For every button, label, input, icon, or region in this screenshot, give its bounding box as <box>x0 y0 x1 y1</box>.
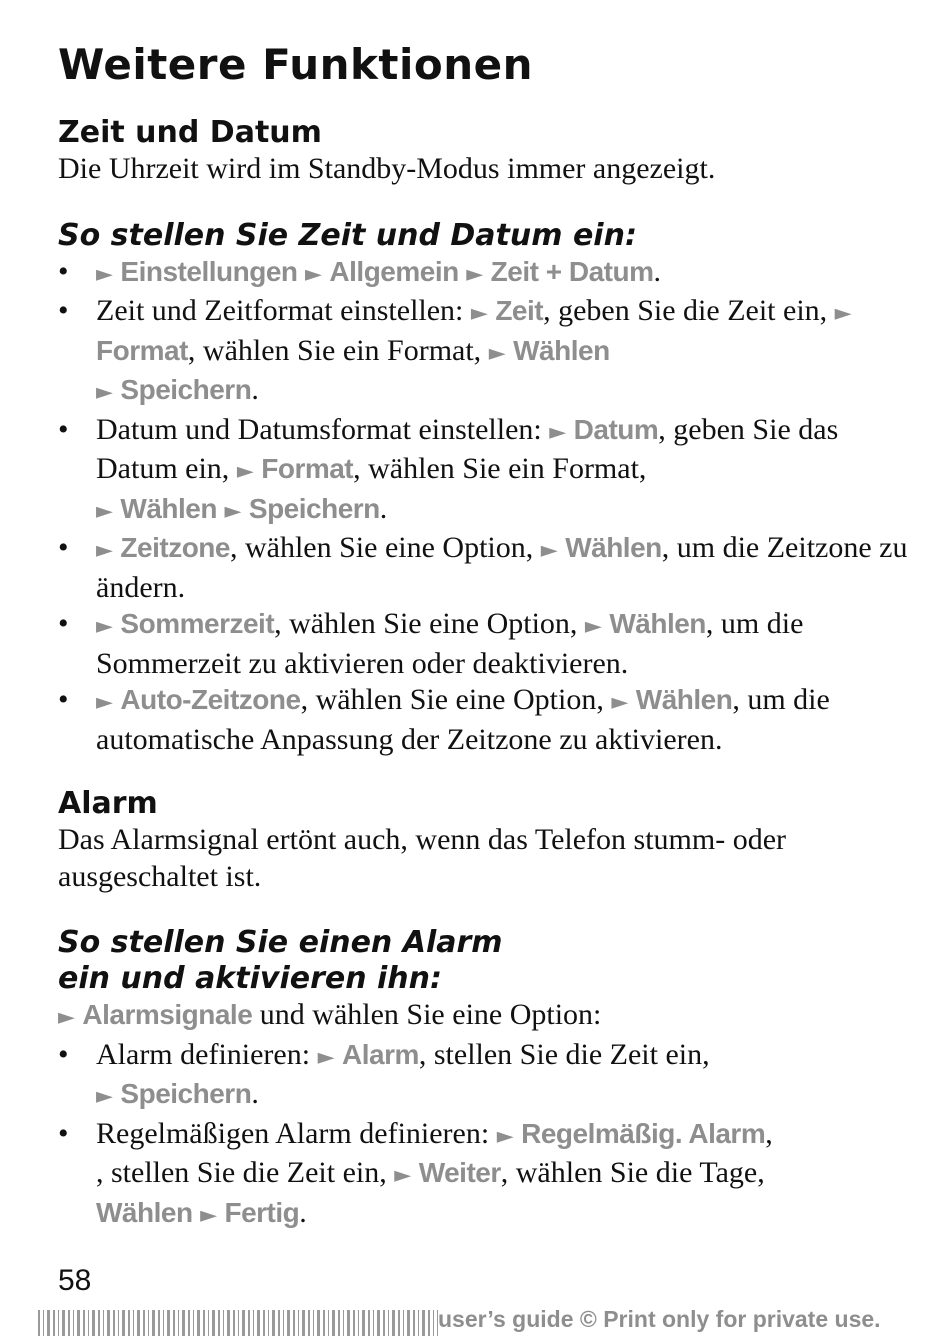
text: , wählen Sie eine Option, <box>229 531 541 564</box>
arrow-icon: ► <box>96 538 113 563</box>
arrow-icon: ► <box>224 498 242 524</box>
arrow-icon: ► <box>96 614 113 639</box>
text: Datum und Datumsformat einstellen: <box>96 412 550 446</box>
text: . <box>299 1195 307 1229</box>
arrow-icon: ► <box>611 690 629 715</box>
section-intro-time: Die Uhrzeit wird im Standby-Modus immer angezeigt. <box>58 152 716 185</box>
text: , wählen Sie ein Format, <box>353 452 647 485</box>
menu-item: Sommerzeit <box>120 608 275 639</box>
bullet: • <box>58 254 69 288</box>
arrow-icon: ► <box>466 261 484 287</box>
text: , wählen Sie ein Format, <box>187 333 489 367</box>
alarm-steps-list <box>58 1037 908 1235</box>
section-heading-alarm: Alarm <box>58 786 158 821</box>
menu-item: Speichern <box>120 374 252 405</box>
arrow-icon: ► <box>584 614 602 639</box>
section-intro-alarm: Das Alarmsignal ertönt auch, wenn das Telefon stumm- oder ausgeschaltet ist. <box>58 823 786 893</box>
arrow-icon: ► <box>96 261 113 287</box>
menu-item: Datum <box>573 413 659 445</box>
bullet: • <box>58 683 69 716</box>
arrow-icon: ► <box>200 1202 217 1228</box>
howto-heading-time: So stellen Sie Zeit und Datum ein: <box>58 217 637 253</box>
menu-item: Wählen <box>513 334 610 366</box>
text: . <box>251 373 259 406</box>
menu-item: Speichern <box>248 492 380 524</box>
list-item <box>58 293 908 412</box>
arrow-icon: ► <box>549 419 567 445</box>
arrow-icon: ► <box>488 340 506 366</box>
arrow-icon: ► <box>96 690 113 715</box>
text: , geben Sie das Datum ein, <box>96 412 839 485</box>
text: . <box>653 254 661 288</box>
text: , wählen Sie die Tage, <box>500 1156 765 1189</box>
arrow-icon: ► <box>305 261 322 287</box>
arrow-icon: ► <box>96 498 113 524</box>
text: , wählen Sie eine Option, <box>300 683 612 716</box>
list-item: • Regelmäßigen Alarm definieren: ► Regelmäßig. Alarm, , stellen Sie die Zeit ein, ► Weiter, wählen Sie die Tage, Wählen ► Fertig. <box>58 1116 773 1229</box>
bullet: • <box>58 1116 69 1150</box>
arrow-icon: ► <box>470 301 488 326</box>
menu-item: Alarmsignale <box>82 999 253 1030</box>
menu-item: Wählen <box>635 684 733 715</box>
menu-item: Regelmäßig. Alarm <box>521 1117 766 1149</box>
text: und wählen Sie eine Option: <box>252 998 602 1031</box>
text: , um die automatische Anpassung der Zeitzone zu aktivieren. <box>96 683 830 756</box>
text: , stellen Sie die Zeit ein, <box>418 1037 710 1071</box>
arrow-icon: ► <box>96 1084 113 1109</box>
howto-heading-line: So stellen Sie einen Alarm <box>58 925 503 960</box>
menu-item: Alarm <box>342 1038 419 1070</box>
text: Alarm definieren: <box>96 1037 318 1071</box>
menu-item: Zeit <box>495 295 544 326</box>
menu-item: Auto-Zeitzone <box>120 684 301 715</box>
arrow-icon: ► <box>496 1123 514 1149</box>
arrow-icon: ► <box>394 1163 412 1188</box>
time-steps-list <box>58 254 908 759</box>
menu-item: Fertig <box>224 1196 300 1228</box>
list-item <box>58 606 908 682</box>
text: Regelmäßigen Alarm definieren: <box>96 1116 497 1150</box>
menu-item: Wählen <box>120 492 217 524</box>
menu-item: Wählen <box>609 608 706 639</box>
footer <box>38 1306 918 1336</box>
menu-item: Weiter <box>418 1157 501 1188</box>
list-item <box>58 1037 908 1116</box>
footer-watermark-graphic <box>38 1310 438 1336</box>
text: . <box>251 1077 259 1110</box>
menu-item: Format <box>96 334 188 366</box>
arrow-icon: ► <box>96 380 113 405</box>
menu-item: Allgemein <box>329 255 459 287</box>
arrow-icon: ► <box>236 459 254 484</box>
arrow-icon: ► <box>834 301 852 326</box>
text: , wählen Sie eine Option, <box>274 607 585 640</box>
bullet: • <box>58 531 69 564</box>
alarm-lead <box>58 997 908 1037</box>
bullet: • <box>58 607 69 640</box>
text: , stellen Sie die Zeit ein, <box>96 1156 395 1189</box>
page-title: Weitere Funktionen <box>58 40 534 89</box>
footer-text: user’s guide © Print only for private use. <box>438 1306 881 1332</box>
text: , um die Sommerzeit zu aktivieren oder deaktivieren. <box>96 607 804 680</box>
menu-item: Speichern <box>120 1078 252 1109</box>
list-item <box>58 254 908 294</box>
list-item <box>58 412 908 531</box>
text: Zeit und Zeitformat einstellen: <box>96 294 471 327</box>
menu-item: Wählen <box>96 1196 193 1228</box>
page-number: 58 <box>58 1264 92 1297</box>
bullet: • <box>58 294 69 327</box>
text: , um die Zeitzone zu ändern. <box>96 531 908 604</box>
list-item <box>58 682 908 758</box>
text: . <box>379 491 388 525</box>
text: , geben Sie die Zeit ein, <box>543 294 835 327</box>
menu-item: Einstellungen <box>120 255 298 287</box>
menu-item: Zeitzone <box>120 532 230 563</box>
list-item <box>58 530 908 606</box>
arrow-icon: ► <box>540 538 558 563</box>
section-heading-time: Zeit und Datum <box>58 115 322 150</box>
bullet: • <box>58 1037 69 1071</box>
arrow-icon: ► <box>58 1005 75 1030</box>
manual-page <box>58 40 908 1234</box>
menu-item: Zeit + Datum <box>490 255 654 287</box>
howto-heading-line: ein und aktivieren ihn: <box>58 961 443 996</box>
arrow-icon: ► <box>317 1044 335 1070</box>
howto-heading-alarm <box>58 925 908 997</box>
bullet: • <box>58 412 69 446</box>
menu-item: Format <box>261 453 354 484</box>
menu-item: Wählen <box>565 532 662 563</box>
